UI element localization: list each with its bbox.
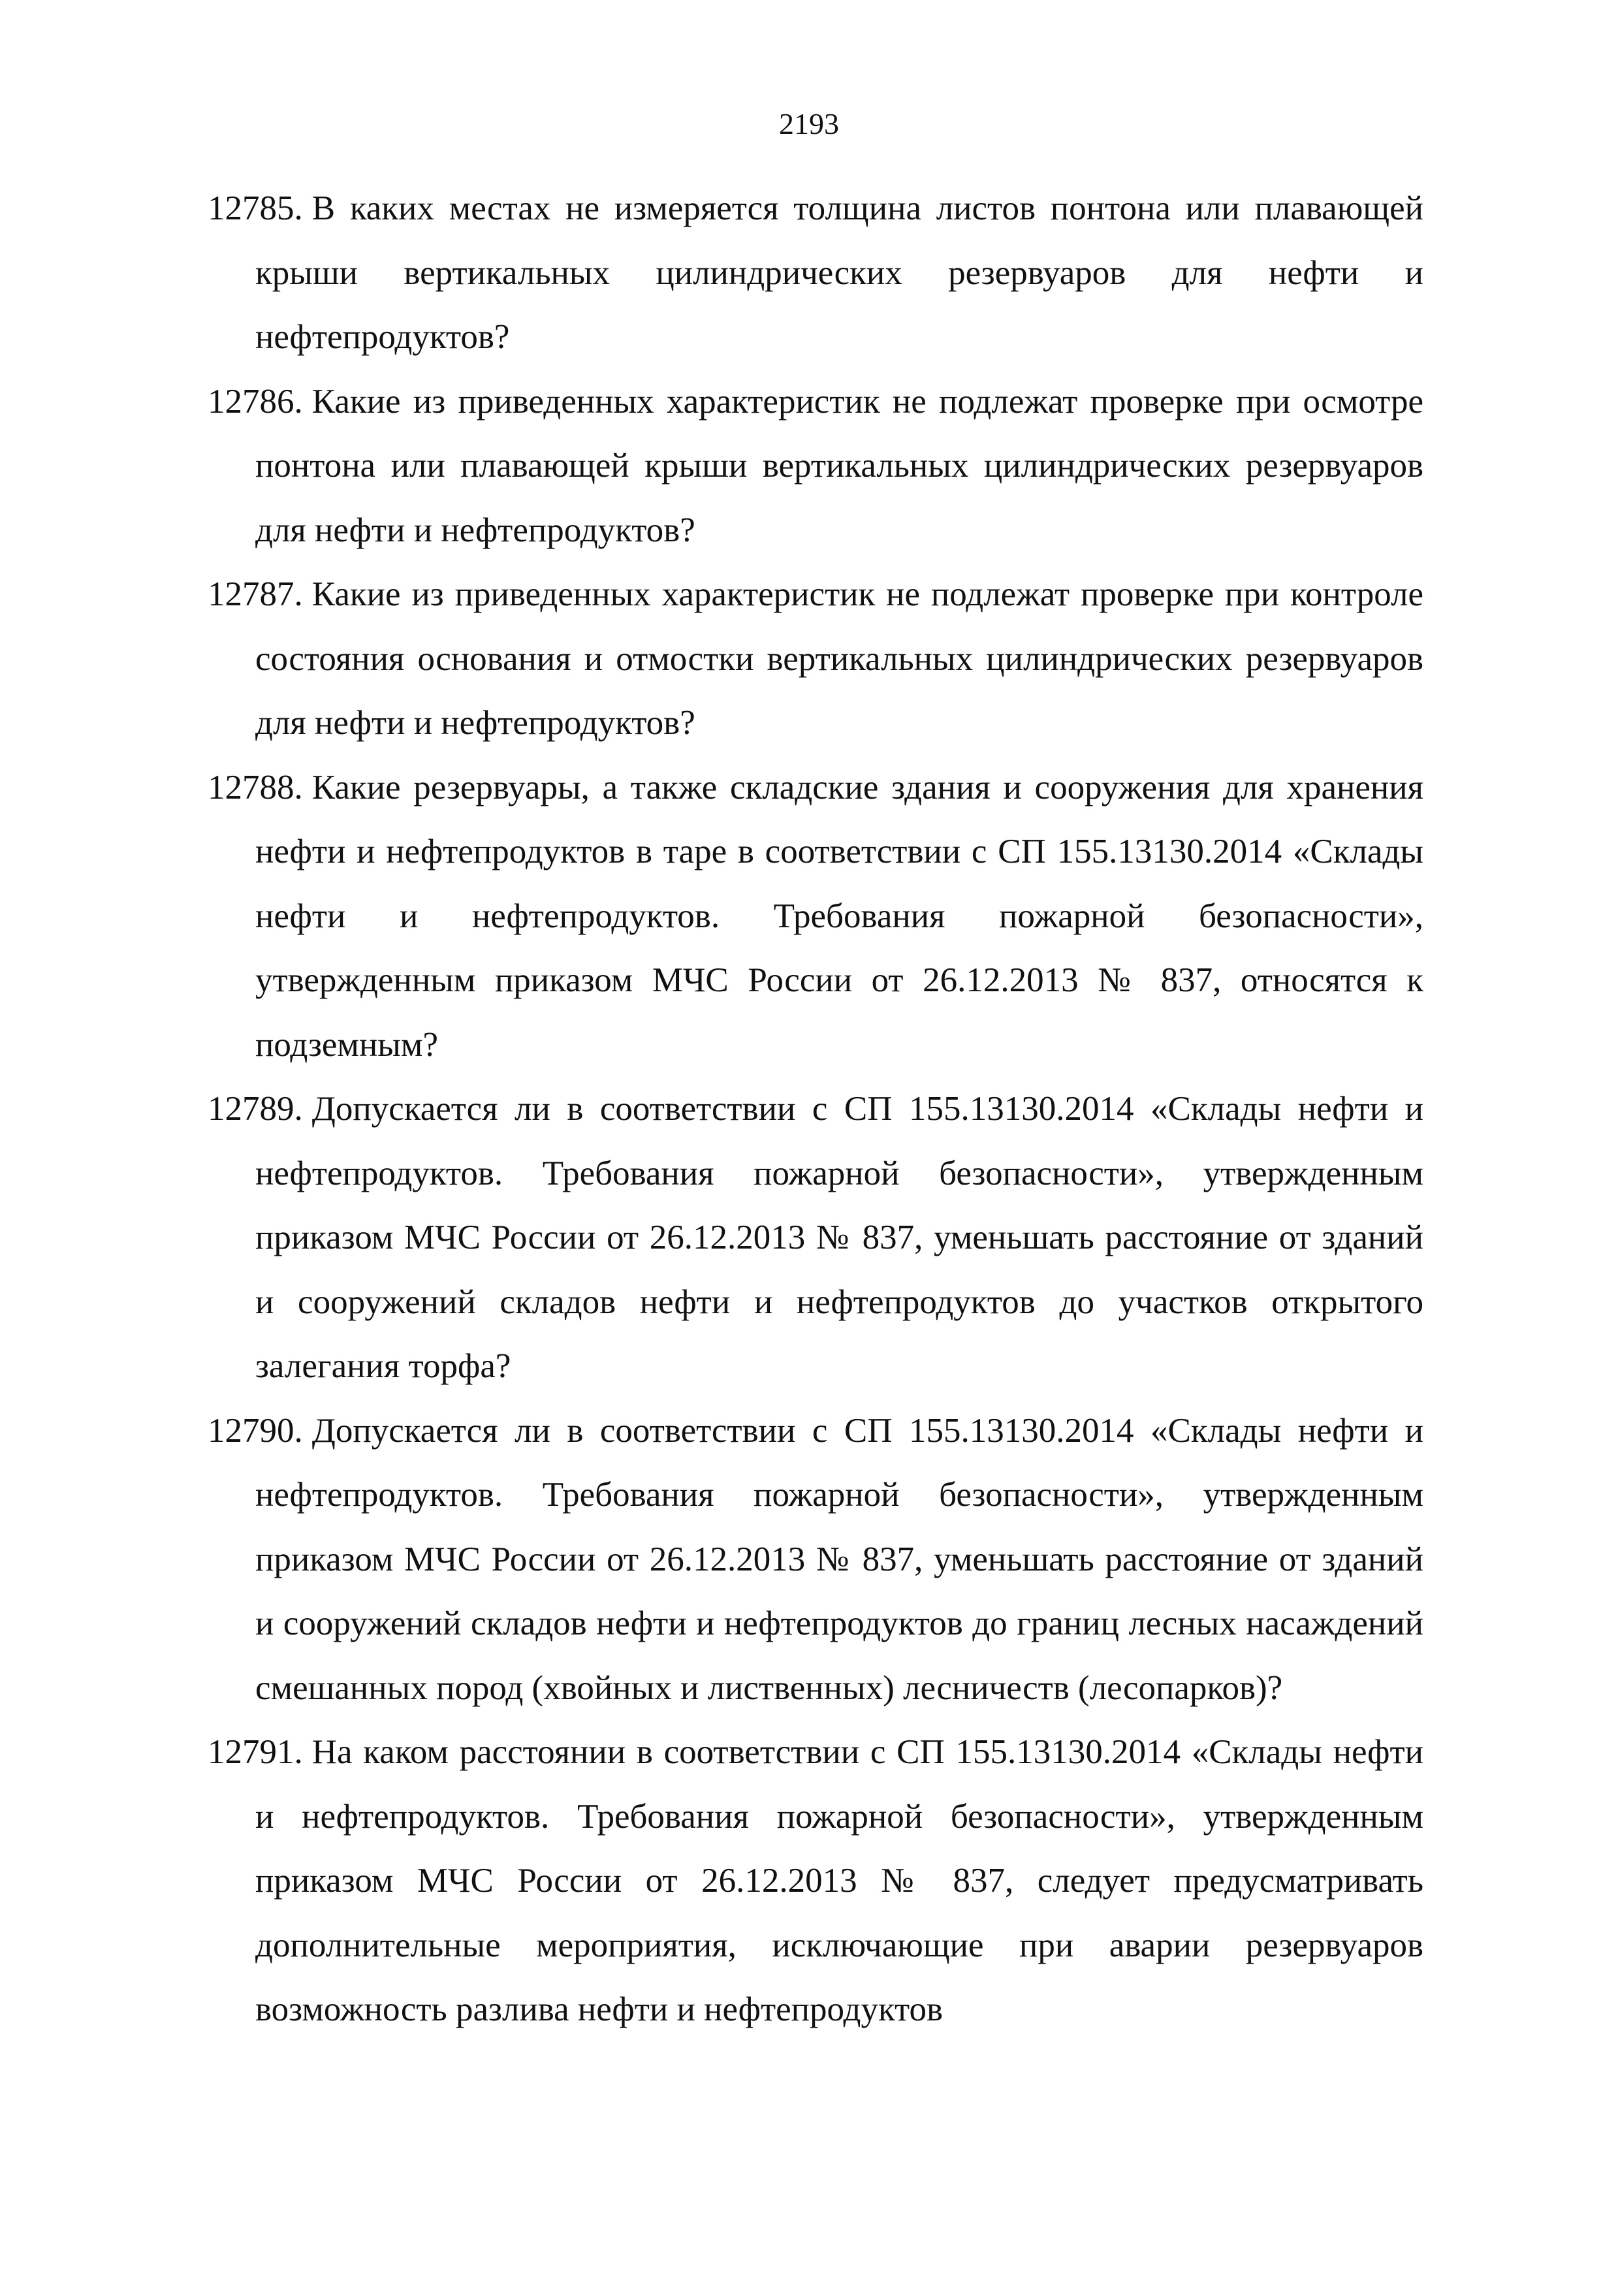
question-text: Допускается ли в соответствии с СП 155.13130.2014 «Склады нефти и нефтепродуктов. Требования пожарной безопасности», утвержденным приказом МЧС России от 26.12.2013 № 837, уменьшать расстояние от зданий и сооружений складов нефти и нефтепродуктов до границ лесных насаждений смешанных пород (хвойных и лиственных) лесничеств (лесопарков)? (255, 1411, 1423, 1707)
question-text: Какие из приведенных характеристик не подлежат проверке при контроле состояния основания и отмостки вертикальных цилиндрических резервуаров для нефти и нефтепродуктов? (255, 575, 1423, 742)
question-item-12791 (208, 1720, 1423, 2042)
question-item-12785 (208, 176, 1423, 370)
question-number: 12789. (208, 1090, 303, 1128)
question-item-12790 (208, 1399, 1423, 1721)
question-number: 12785. (208, 189, 303, 227)
question-item-12786 (208, 370, 1423, 563)
question-number: 12790. (208, 1411, 303, 1450)
page-number: 2193 (779, 107, 839, 140)
question-item-12788 (208, 756, 1423, 1077)
question-list (208, 176, 1423, 2042)
question-text: Какие резервуары, а также складские здания и сооружения для хранения нефти и нефтепродуктов в таре в соответствии с СП 155.13130.2014 «Склады нефти и нефтепродуктов. Требования пожарной безопасности», утвержденным приказом МЧС России от 26.12.2013 № 837, относятся к подземным? (255, 768, 1423, 1064)
question-text: Какие из приведенных характеристик не подлежат проверке при осмотре понтона или плавающей крыши вертикальных цилиндрических резервуаров для нефти и нефтепродуктов? (255, 382, 1423, 549)
question-number: 12786. (208, 382, 303, 421)
question-item-12789 (208, 1077, 1423, 1399)
question-text: В каких местах не измеряется толщина листов понтона или плавающей крыши вертикальных цилиндрических резервуаров для нефти и нефтепродуктов? (255, 189, 1423, 356)
question-number: 12787. (208, 575, 303, 613)
question-text: На каком расстоянии в соответствии с СП 155.13130.2014 «Склады нефти и нефтепродуктов. Требования пожарной безопасности», утвержденным приказом МЧС России от 26.12.2013 № 837, следует предусматривать дополнительные мероприятия, исключающие при аварии резервуаров возможность разлива нефти и нефтепродуктов (255, 1733, 1423, 2028)
question-item-12787 (208, 562, 1423, 756)
question-text: Допускается ли в соответствии с СП 155.13130.2014 «Склады нефти и нефтепродуктов. Требования пожарной безопасности», утвержденным приказом МЧС России от 26.12.2013 № 837, уменьшать расстояние от зданий и сооружений складов нефти и нефтепродуктов до участков открытого залегания торфа? (255, 1090, 1423, 1385)
question-number: 12791. (208, 1733, 303, 1771)
question-number: 12788. (208, 768, 303, 806)
